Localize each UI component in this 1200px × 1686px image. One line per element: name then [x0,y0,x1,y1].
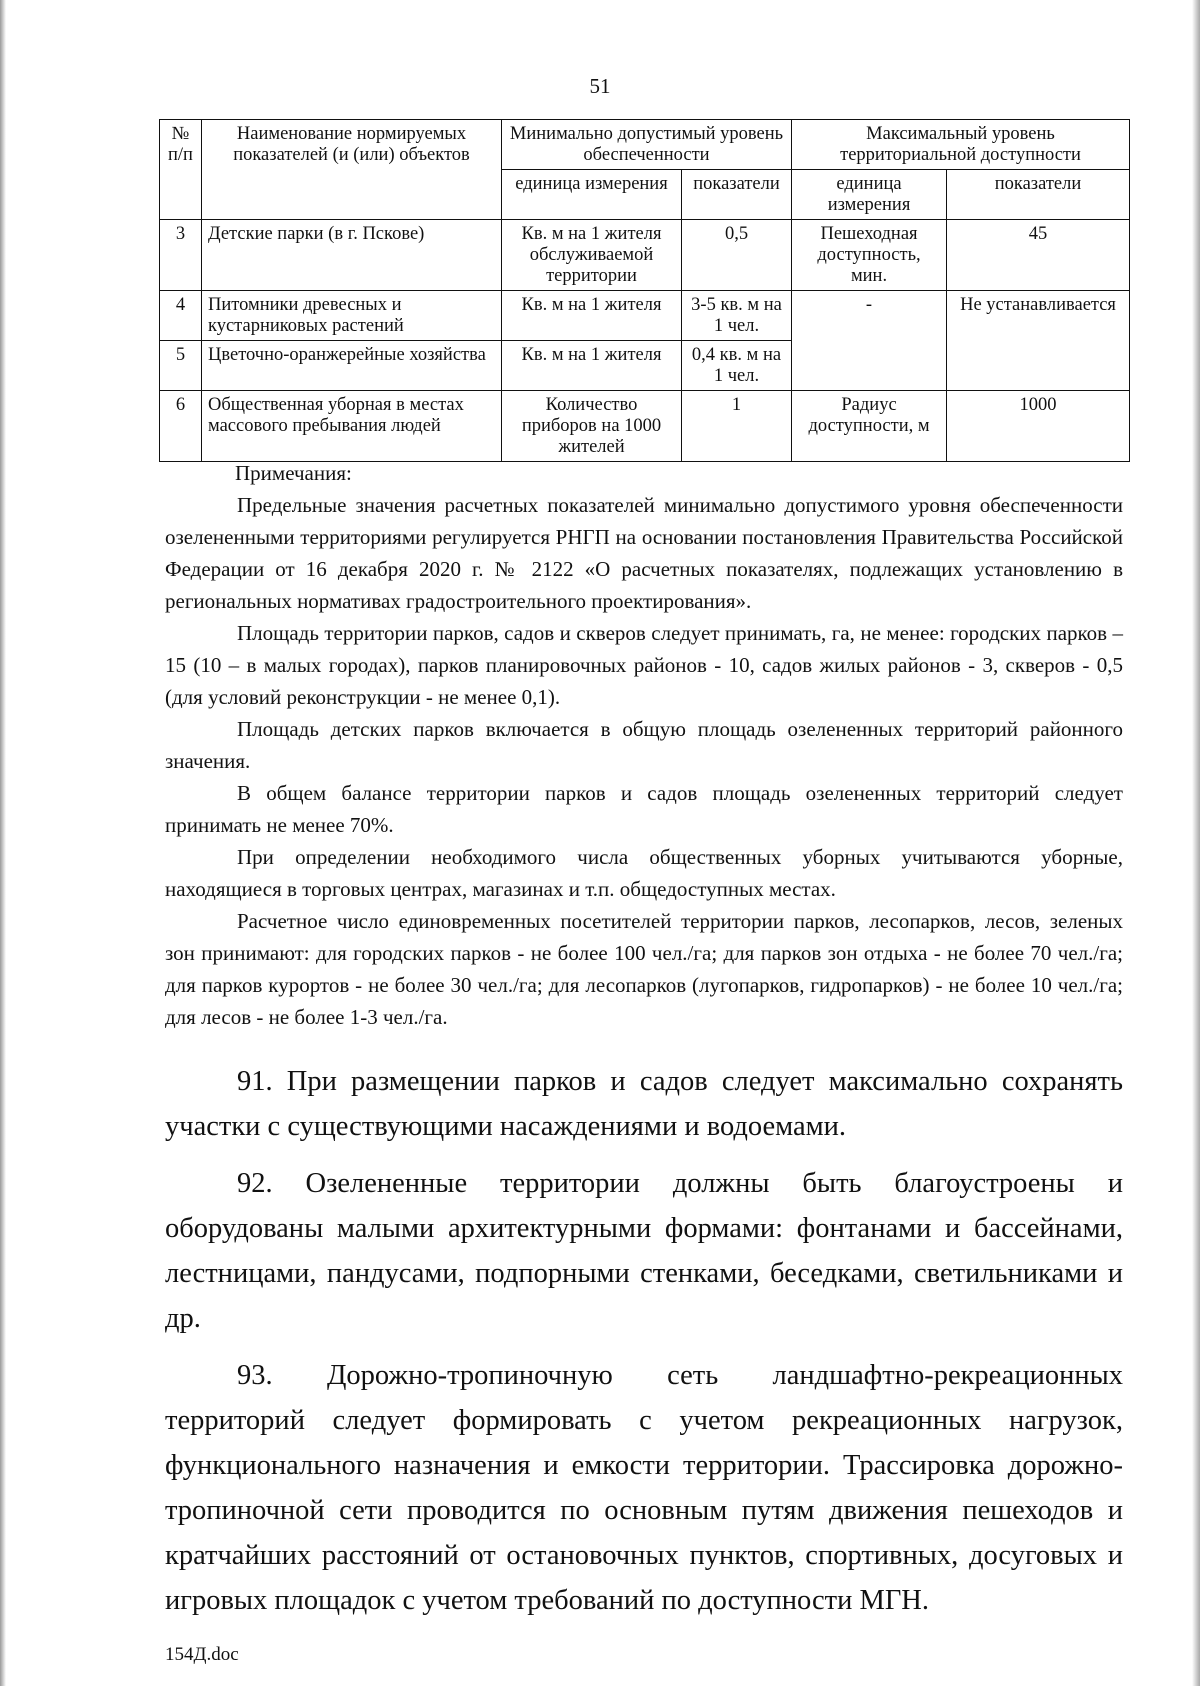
scan-edge-right [1192,0,1200,1686]
row-name: Цветочно-оранжерейные хозяйства [202,341,502,391]
clause-92: 92. Озелененные территории должны быть благоустроены и оборудованы малыми архитектурными формами: фонтанами и бассейнами, лестницами, пандусами, подпорными стенками, беседками, светильниками и др. [165,1168,1123,1334]
header-name: Наименование нормируемых показателей (и (или) объектов [202,120,502,220]
row-max-unit: - [792,291,947,391]
row-num: 6 [160,391,202,462]
table-row [160,291,1130,341]
row-min-unit: Количество приборов на 1000 жителей [502,391,682,462]
row-num: 4 [160,291,202,341]
row-name: Питомники древесных и кустарниковых растений [202,291,502,341]
clause-91: 91. При размещении парков и садов следует максимально сохранять участки с существующими насаждениями и водоемами. [165,1066,1123,1142]
scan-edge-left [0,0,6,1686]
table-row [160,391,1130,462]
table-row [160,220,1130,291]
table-header-row [160,120,1130,170]
notes-heading: Примечания: [235,461,352,485]
row-max-unit: Пешеходная доступность, мин. [792,220,947,291]
header-num: № п/п [160,120,202,220]
row-min-value: 0,4 кв. м на 1 чел. [682,341,792,391]
row-name: Общественная уборная в местах массового пребывания людей [202,391,502,462]
row-min-unit: Кв. м на 1 жителя [502,291,682,341]
header-min-value: показатели [682,170,792,220]
header-max-value: показатели [947,170,1130,220]
clause-93: 93. Дорожно-тропиночную сеть ландшафтно-рекреационных территорий следует формировать с учетом рекреационных нагрузок, функционального назначения и емкости территории. Трассировка дорожно-тропиночной сети проводится по основным путям движения пешеходов и кратчайших расстояний от остановочных пунктов, спортивных, досуговых и игровых площадок с учетом требований по доступности МГН. [165,1360,1123,1616]
header-min-unit: единица измерения [502,170,682,220]
row-min-value: 0,5 [682,220,792,291]
notes-section [165,457,1123,1033]
row-num: 5 [160,341,202,391]
header-max-unit: единица измерения [792,170,947,220]
page-number: 51 [589,74,611,98]
row-name: Детские парки (в г. Пскове) [202,220,502,291]
row-min-unit: Кв. м на 1 жителя обслуживаемой территории [502,220,682,291]
note-paragraph: Расчетное число единовременных посетителей территории парков, лесопарков, лесов, зеленых зон принимают: для городских парков - не более 100 чел./га; для парков зон отдыха - не более 70 чел./га; для парков курортов - не более 30 чел./га; для лесопарков (лугопарков, гидропарков) - не более 10 чел./га; для лесов - не более 1-3 чел./га. [165,909,1123,1029]
row-min-value: 1 [682,391,792,462]
note-paragraph: В общем балансе территории парков и садов площадь озелененных территорий следует принимать не менее 70%. [165,781,1123,837]
document-code: 154Д.doc [165,1644,239,1665]
row-max-value: 45 [947,220,1130,291]
row-max-value: 1000 [947,391,1130,462]
norms-table [159,119,1130,462]
note-paragraph: При определении необходимого числа общественных уборных учитываются уборные, находящиеся в торговых центрах, магазинах и т.п. общедоступных местах. [165,845,1123,901]
note-paragraph: Предельные значения расчетных показателей минимально допустимого уровня обеспеченности озелененными территориями регулируется РНГП на основании постановления Правительства Российской Федерации от 16 декабря 2020 г. № 2122 «О расчетных показателях, подлежащих установлению в региональных нормативах градостроительного проектирования». [165,493,1123,613]
row-max-unit: Радиус доступности, м [792,391,947,462]
clauses-section [165,1059,1123,1635]
row-min-unit: Кв. м на 1 жителя [502,341,682,391]
row-min-value: 3-5 кв. м на 1 чел. [682,291,792,341]
header-min-level: Минимально допустимый уровень обеспеченности [502,120,792,170]
note-paragraph: Площадь территории парков, садов и скверов следует принимать, га, не менее: городских парков – 15 (10 – в малых городах), парков планировочных районов - 10, садов жилых районов - 3, скверов - 0,5 (для условий реконструкции - не менее 0,1). [165,621,1123,709]
header-max-level: Максимальный уровень территориальной доступности [792,120,1130,170]
row-max-value: Не устанавливается [947,291,1130,391]
row-num: 3 [160,220,202,291]
note-paragraph: Площадь детских парков включается в общую площадь озелененных территорий районного значения. [165,717,1123,773]
